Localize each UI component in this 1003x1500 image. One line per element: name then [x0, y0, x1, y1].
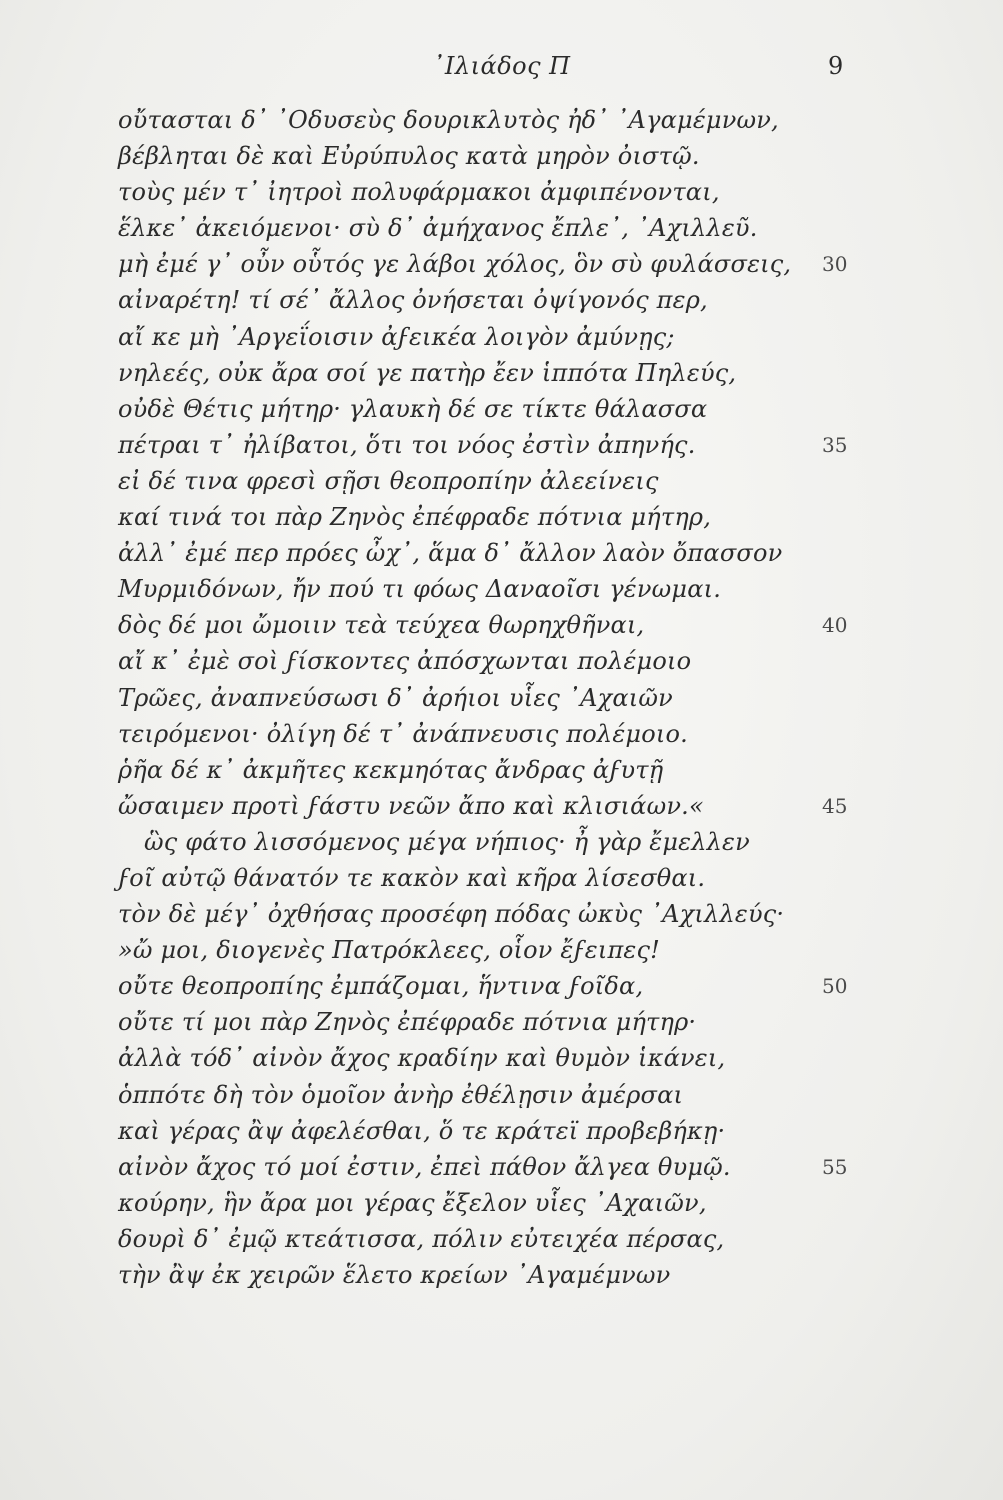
verse-line: αἴ κε μὴ ᾿Αργεΐοισιν ἀϝεικέα λοιγὸν ἀμύνῃς;	[118, 322, 675, 351]
verse-line: κούρην, ἣν ἄρα μοι γέρας ἔξελον υἷες ᾿Αχαιῶν,	[118, 1188, 707, 1217]
verse-line: τειρόμενοι· ὀλίγη δέ τ᾿ ἀνάπνευσις πολέμοιο.	[118, 719, 688, 748]
verse-line: βέβληται δὲ καὶ Εὐρύπυλος κατὰ μηρὸν ὀιστῷ.	[118, 142, 700, 171]
verse-line: καί τινά τοι πὰρ Ζηνὸς ἐπέφραδε πότνια μήτηρ,	[118, 503, 712, 532]
verse-line: ῥῆα δέ κ᾿ ἀκμῆτες κεκμηότας ἄνδρας ἀϝυτῇ	[118, 755, 664, 784]
verse-line: μὴ ἐμέ γ᾿ οὖν οὗτός γε λάβοι χόλος, ὃν σὺ φυλάσσεις,	[118, 250, 792, 279]
page-number: 9	[828, 52, 844, 80]
verse-line: οὔτασται δ᾿ ᾿Οδυσεὺς δουρικλυτὸς ἠδ᾿ ᾿Αγαμέμνων,	[118, 106, 779, 134]
verse-line: ἕλκε᾿ ἀκειόμενοι· σὺ δ᾿ ἀμήχανος ἔπλε᾿, ᾿Αχιλλεῦ.	[118, 214, 758, 243]
line-number: 50	[822, 974, 848, 999]
line-number: 55	[822, 1154, 848, 1179]
line-number: 45	[822, 793, 848, 818]
verse-line: ὤσαιμεν προτὶ ϝάστυ νεῶν ἄπο καὶ κλισιάων.«	[118, 791, 704, 820]
verse-line: δουρὶ δ᾿ ἐμῷ κτεάτισσα, πόλιν εὐτειχέα πέρσας,	[118, 1224, 725, 1253]
verse-line: Μυρμιδόνων, ἤν πού τι φόως Δαναοῖσι γένωμαι.	[118, 575, 722, 604]
verse-line: αἴ κ᾿ ἐμὲ σοὶ ϝίσκοντες ἀπόσχωνται πολέμοιο	[118, 647, 692, 676]
verse-line: οὔτε τί μοι πὰρ Ζηνὸς ἐπέφραδε πότνια μήτηρ·	[118, 1008, 697, 1037]
line-number: 30	[822, 252, 848, 277]
verse-line: οὐδὲ Θέτις μήτηρ· γλαυκὴ δέ σε τίκτε θάλασσα	[118, 394, 708, 423]
verse-line: οὔτε θεοπροπίης ἐμπάζομαι, ἥντινα ϝοῖδα,	[118, 972, 644, 1001]
line-number: 35	[822, 432, 848, 457]
verse-line: ὁππότε δὴ τὸν ὁμοῖον ἀνὴρ ἐθέλῃσιν ἀμέρσαι	[118, 1080, 684, 1109]
line-number: 40	[822, 613, 848, 638]
verse-line: ϝοῖ αὐτῷ θάνατόν τε κακὸν καὶ κῆρα λίσεσθαι.	[118, 863, 706, 892]
verse-line: Τρῶες, ἀναπνεύσωσι δ᾿ ἀρήιοι υἷες ᾿Αχαιῶν	[118, 683, 673, 712]
running-head-title: ᾿Ιλιάδος Π	[432, 52, 571, 80]
verse-line: δὸς δέ μοι ὤμοιιν τεὰ τεύχεα θωρηχθῆναι,	[118, 611, 645, 640]
verse-line: »ὤ μοι, διογενὲς Πατρόκλεες, οἷον ἔϝειπες!	[118, 936, 660, 965]
verse-line: αἰνὸν ἄχος τό μοί ἐστιν, ἐπεὶ πάθον ἄλγεα θυμῷ.	[118, 1152, 731, 1181]
verse-line: αἰναρέτη! τί σέ᾿ ἄλλος ὀνήσεται ὀψίγονός περ,	[118, 286, 708, 315]
verse-line: ἀλλ᾿ ἐμέ περ πρόες ὦχ᾿, ἅμα δ᾿ ἄλλον λαὸν ὄπασσον	[118, 539, 783, 568]
verse-line: νηλεές, οὐκ ἄρα σοί γε πατὴρ ἔεν ἱππότα Πηλεύς,	[118, 358, 737, 387]
verse-line: τοὺς μέν τ᾿ ἰητροὶ πολυφάρμακοι ἀμφιπένονται,	[118, 178, 720, 207]
verse-line: πέτραι τ᾿ ἠλίβατοι, ὅτι τοι νόος ἐστὶν ἀπηνής.	[118, 430, 696, 459]
verse-line: ἀλλὰ τόδ᾿ αἰνὸν ἄχος κραδίην καὶ θυμὸν ἱκάνει,	[118, 1044, 726, 1073]
verse-line: εἰ δέ τινα φρεσὶ σῇσι θεοπροπίην ἀλεείνεις	[118, 466, 659, 495]
verse-block	[118, 102, 838, 1293]
verse-line: καὶ γέρας ἂψ ἀφελέσθαι, ὅ τε κράτεϊ προβεβήκῃ·	[118, 1116, 726, 1145]
verse-line: τὸν δὲ μέγ᾿ ὀχθήσας προσέφη πόδας ὠκὺς ᾿Αχιλλεύς·	[118, 900, 785, 929]
verse-line: τὴν ἂψ ἐκ χειρῶν ἕλετο κρείων ᾿Αγαμέμνων	[118, 1261, 671, 1289]
verse-line: ὣς φάτο λισσόμενος μέγα νήπιος· ἦ γὰρ ἔμελλεν	[144, 827, 750, 856]
